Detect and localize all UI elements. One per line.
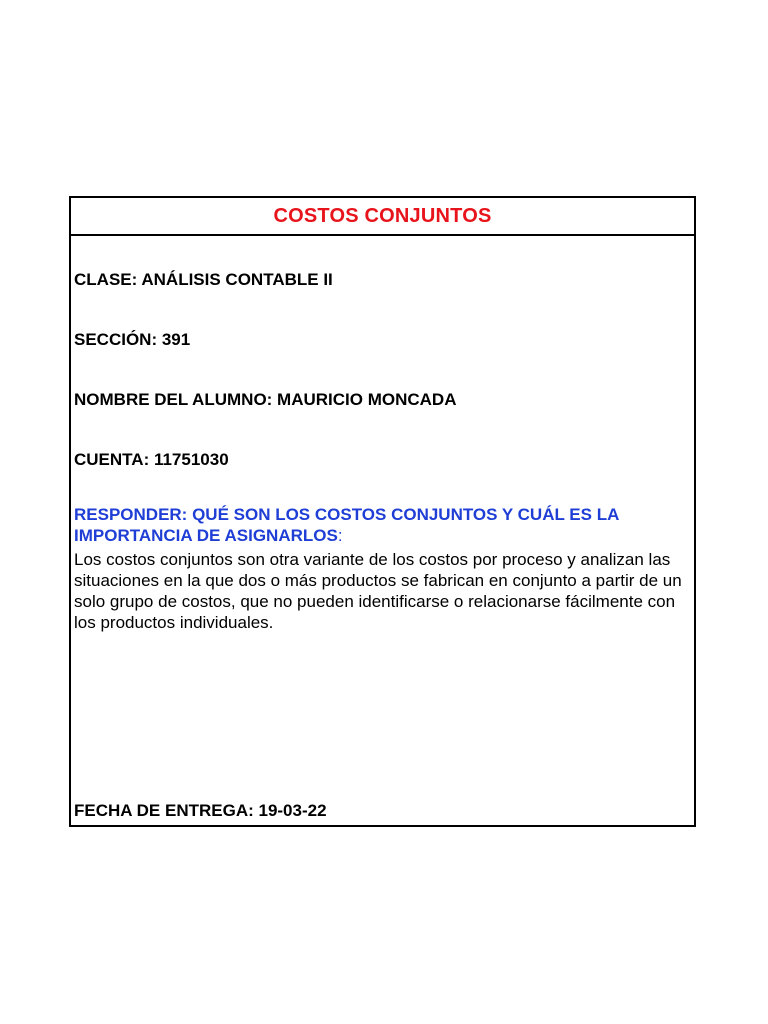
question-block <box>74 504 674 546</box>
question-colon: : <box>337 526 343 545</box>
nombre-field: NOMBRE DEL ALUMNO: MAURICIO MONCADA <box>74 390 457 409</box>
seccion-field: SECCIÓN: 391 <box>74 330 191 349</box>
answer-text: Los costos conjuntos son otra variante de los costos por proceso y analizan las situaciones en la que dos o más productos se fabrican en conjunto a partir de un solo grupo de costos, que no pueden identificarse o relacionarse fácilmente con los productos individuales. <box>74 550 682 632</box>
question-text: RESPONDER: QUÉ SON LOS COSTOS CONJUNTOS Y CUÁL ES LA IMPORTANCIA DE ASIGNARLOS <box>74 505 619 545</box>
title-row <box>71 198 694 236</box>
document-title: COSTOS CONJUNTOS <box>273 204 492 227</box>
cuenta-field: CUENTA: 11751030 <box>74 450 229 469</box>
document-sheet <box>69 196 696 827</box>
fecha-field: FECHA DE ENTREGA: 19-03-22 <box>74 801 327 820</box>
clase-field: CLASE: ANÁLISIS CONTABLE II <box>74 270 333 289</box>
